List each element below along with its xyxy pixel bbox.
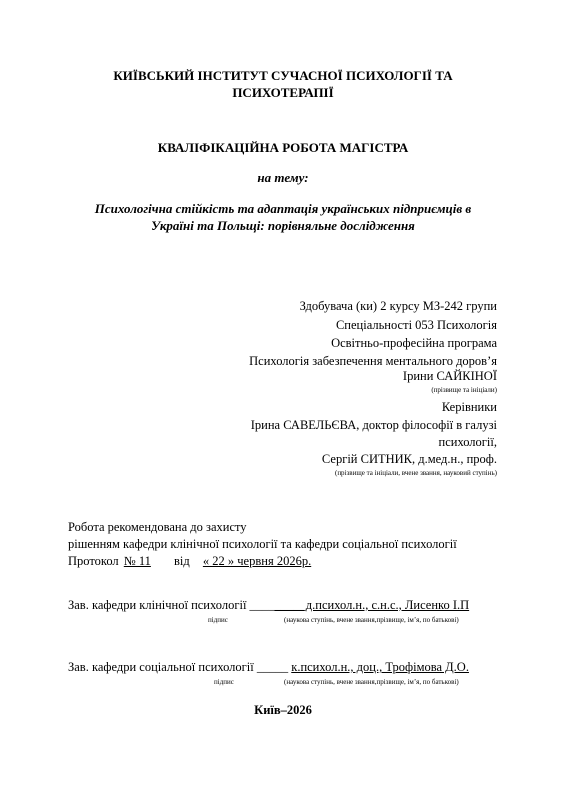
head-clinical-label: Зав. кафедри клінічної психології	[68, 598, 247, 612]
head-social-label: Зав. кафедри соціальної психології	[68, 660, 254, 674]
head-social-sign-hint: підпис	[214, 678, 234, 686]
head-clinical-value: _____д.психол.н., с.н.с., Лисенко І.П	[274, 598, 470, 612]
head-social-line	[68, 660, 469, 675]
institute-name-line1: КИЇВСЬКИЙ ІНСТИТУТ СУЧАСНОЇ ПСИХОЛОГІЇ ТА	[113, 68, 453, 83]
topic-label: на тему:	[257, 170, 309, 185]
head-social-blank: _____	[256, 660, 289, 674]
head-social-value: к.психол.н., доц., Трофімова Д.О.	[291, 660, 469, 674]
recommendation-line1: Робота рекомендована до захисту	[68, 520, 247, 534]
institute-name-line2: ПСИХОТЕРАПІЇ	[232, 85, 334, 100]
author-name: Ірини САЙКІНОЇ	[402, 369, 497, 383]
supervisor-hint: (прізвище та ініціали, вчене звання, науковий ступінь)	[334, 469, 497, 477]
head-clinical-hint: (наукова ступінь, вчене звання,прізвище, ім’я, по батькові)	[284, 616, 459, 624]
author-program-name: Психологія забезпечення ментального доров’я	[249, 354, 497, 368]
recommendation-line2: рішенням кафедри клінічної психології та кафедри соціальної психології	[68, 537, 457, 551]
author-specialty: Спеціальності 053 Психологія	[335, 318, 497, 332]
protocol-label: Протокол	[68, 554, 119, 568]
head-clinical-line	[68, 598, 469, 613]
city-year: Київ–2026	[254, 703, 312, 717]
protocol-line	[68, 554, 311, 569]
protocol-number: № 11	[123, 554, 151, 568]
author-name-hint: (прізвище та ініціали)	[431, 386, 497, 394]
supervisor-line1: Ірина САВЕЛЬЄВА, доктор філософії в галузі	[250, 418, 497, 432]
head-social-hint: (наукова ступінь, вчене звання,прізвище, ім’я, по батькові)	[284, 678, 459, 686]
topic-line1: Психологічна стійкість та адаптація українських підприємців в	[94, 201, 472, 216]
supervisors-label: Керівники	[441, 400, 497, 414]
protocol-date: « 22 » червня 2026р.	[202, 554, 312, 568]
author-program-label: Освітньо-професійна програма	[331, 336, 497, 350]
supervisor-line2: психології,	[438, 435, 497, 449]
author-course-group: Здобувача (ки) 2 курсу МЗ-242 групи	[299, 299, 497, 313]
head-clinical-blank: ____	[249, 598, 275, 612]
work-type-title: КВАЛІФІКАЦІЙНА РОБОТА МАГІСТРА	[157, 140, 409, 155]
topic-line2: Україні та Польщі: порівняльне дослідження	[151, 218, 415, 233]
supervisor-line3: Сергій СИТНИК, д.мед.н., проф.	[321, 452, 497, 466]
protocol-date-from: від	[174, 554, 190, 568]
head-clinical-sign-hint: підпис	[208, 616, 228, 624]
